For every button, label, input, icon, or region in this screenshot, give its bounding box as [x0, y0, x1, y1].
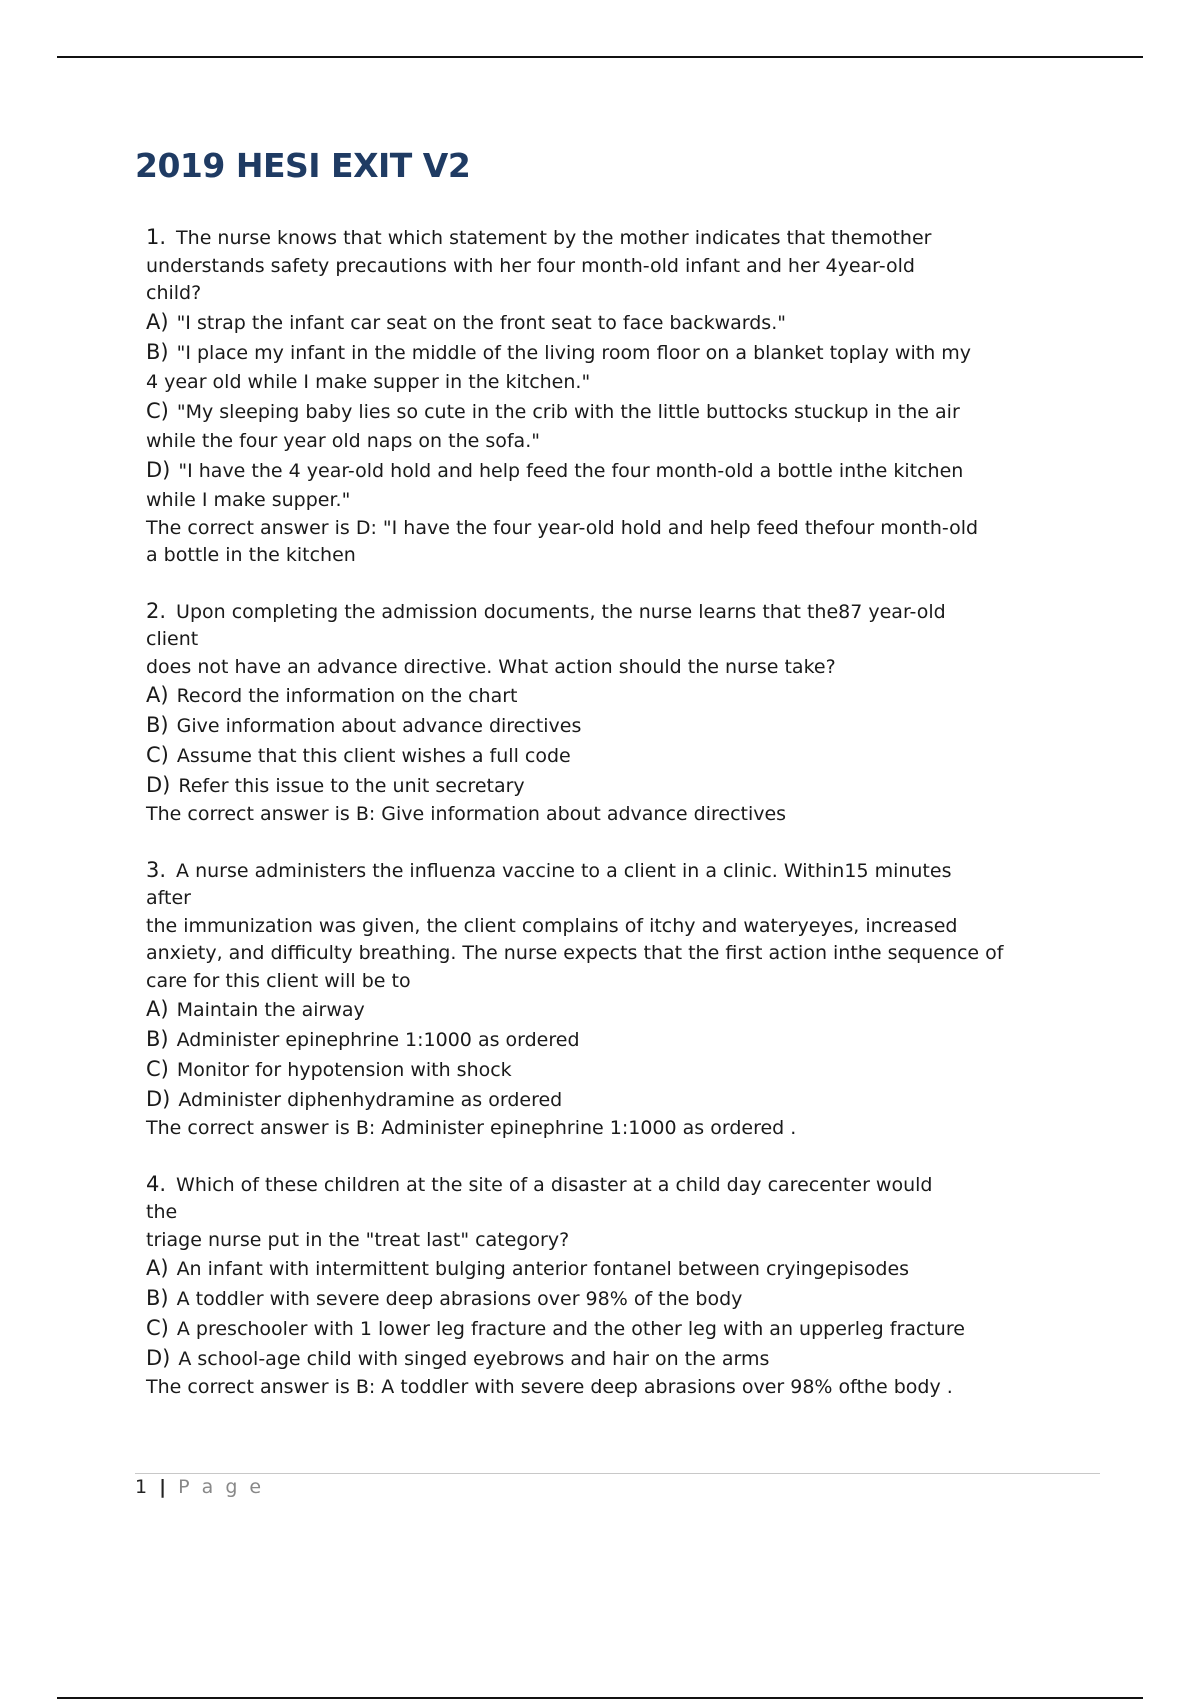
option-letter: C) — [146, 1057, 169, 1081]
answer-option — [146, 1085, 1086, 1115]
page-footer — [135, 1476, 264, 1498]
option-text: Monitor for hypotension with shock — [176, 1059, 512, 1081]
option-letter: D) — [146, 773, 171, 797]
option-letter: C) — [146, 1316, 169, 1340]
question-1 — [146, 224, 1086, 570]
answer-option — [146, 741, 1086, 771]
question-stem-text: care for this client will be to — [146, 969, 411, 992]
answer-option — [146, 1055, 1086, 1085]
question-number: 4. — [146, 1171, 167, 1196]
page-number: 1 — [135, 1476, 148, 1498]
option-text: Give information about advance directives — [176, 715, 582, 737]
option-text: 4 year old while I make supper in the kitchen." — [146, 370, 591, 393]
question-stem-text: A nurse administers the influenza vaccine to a client in a clinic. Within15 minutes — [176, 859, 952, 882]
question-stem-line — [146, 968, 1086, 996]
answer-option — [146, 456, 1086, 486]
answer-option — [146, 1344, 1086, 1374]
question-stem-text: The nurse knows that which statement by the mother indicates that themother — [176, 227, 932, 249]
question-stem-text: triage nurse put in the "treat last" category? — [146, 1228, 570, 1251]
correct-answer: The correct answer is B: Administer epinephrine 1:1000 as ordered . — [146, 1117, 797, 1139]
question-stem-line — [146, 1227, 1086, 1255]
option-text: A toddler with severe deep abrasions over 98% of the body — [176, 1288, 743, 1310]
option-text: "I place my infant in the middle of the living room floor on a blanket toplay with my — [176, 341, 972, 364]
question-stem-line — [146, 1199, 1086, 1227]
answer-option — [146, 427, 1086, 456]
answer-option — [146, 308, 1086, 338]
option-letter: D) — [146, 1087, 171, 1111]
question-stem-line — [146, 253, 1086, 281]
question-stem-text: does not have an advance directive. What action should the nurse take? — [146, 655, 836, 678]
option-text: "My sleeping baby lies so cute in the crib with the little buttocks stuckup in the air — [176, 400, 960, 423]
option-text: Record the information on the chart — [176, 685, 518, 707]
answer-option — [146, 1025, 1086, 1055]
answer-option — [146, 681, 1086, 711]
question-stem-line — [146, 654, 1086, 682]
answer-option — [146, 711, 1086, 741]
question-stem-line — [146, 940, 1086, 968]
correct-answer: The correct answer is B: Give information about advance directives — [146, 803, 787, 825]
option-text: "I strap the infant car seat on the front seat to face backwards." — [176, 311, 786, 334]
answer-option — [146, 1284, 1086, 1314]
answer-option — [146, 1314, 1086, 1344]
correct-answer: a bottle in the kitchen — [146, 544, 356, 566]
option-text: Administer epinephrine 1:1000 as ordered — [176, 1029, 580, 1051]
question-stem-line — [146, 1171, 1086, 1200]
option-letter: C) — [146, 398, 169, 423]
question-3 — [146, 857, 1086, 1143]
answer-option — [146, 338, 1086, 368]
option-letter: C) — [146, 743, 169, 767]
document-title: 2019 HESI EXIT V2 — [135, 146, 471, 185]
option-text: while the four year old naps on the sofa." — [146, 429, 540, 452]
page-label: P a g e — [178, 1476, 265, 1498]
option-text: A school-age child with singed eyebrows and hair on the arms — [178, 1348, 770, 1370]
correct-answer: The correct answer is D: "I have the four year-old hold and help feed thefour month-old — [146, 516, 979, 539]
question-stem-text: the immunization was given, the client complains of itchy and wateryeyes, increased — [146, 914, 958, 937]
question-stem-text: child? — [146, 282, 202, 304]
question-number: 1. — [146, 225, 167, 249]
option-letter: A) — [146, 997, 169, 1021]
option-text: A preschooler with 1 lower leg fracture and the other leg with an upperleg fracture — [176, 1318, 965, 1340]
option-letter: B) — [146, 339, 169, 364]
option-letter: D) — [146, 457, 171, 482]
option-text: Maintain the airway — [176, 999, 365, 1021]
option-text: Assume that this client wishes a full code — [176, 745, 571, 767]
header-rule — [57, 56, 1143, 58]
option-text: An infant with intermittent bulging anterior fontanel between cryingepisodes — [176, 1258, 910, 1280]
answer-option — [146, 397, 1086, 427]
question-stem-line — [146, 857, 1086, 886]
option-text: Administer diphenhydramine as ordered — [178, 1089, 563, 1111]
question-stem-text: Which of these children at the site of a disaster at a child day carecenter would — [176, 1173, 933, 1196]
footer-rule — [135, 1473, 1100, 1474]
question-4 — [146, 1171, 1086, 1402]
footer-bottom-rule — [57, 1697, 1143, 1699]
question-stem-text: understands safety precautions with her four month-old infant and her 4year-old — [146, 254, 915, 277]
question-stem-text: anxiety, and difficulty breathing. The nurse expects that the first action inthe sequence of — [146, 942, 1004, 964]
option-letter: D) — [146, 1346, 171, 1370]
question-2 — [146, 598, 1086, 829]
answer-option — [146, 486, 1086, 515]
option-letter: A) — [146, 1256, 169, 1280]
answer-option — [146, 771, 1086, 801]
option-letter: A) — [146, 309, 169, 334]
correct-answer: The correct answer is B: A toddler with severe deep abrasions over 98% ofthe body . — [146, 1376, 953, 1398]
question-stem-line — [146, 885, 1086, 913]
option-letter: A) — [146, 683, 169, 707]
option-text: while I make supper." — [146, 488, 351, 511]
option-letter: B) — [146, 713, 169, 737]
question-stem-line — [146, 224, 1086, 253]
question-number: 2. — [146, 598, 167, 623]
question-stem-text: client — [146, 628, 199, 650]
question-stem-text: the — [146, 1201, 178, 1223]
option-text: Refer this issue to the unit secretary — [178, 775, 525, 797]
option-letter: B) — [146, 1027, 169, 1051]
question-number: 3. — [146, 857, 167, 882]
question-stem-line — [146, 913, 1086, 941]
footer-separator: | — [159, 1476, 167, 1498]
answer-option — [146, 995, 1086, 1025]
question-stem-text: after — [146, 887, 191, 909]
option-text: "I have the 4 year-old hold and help feed the four month-old a bottle inthe kitchen — [178, 459, 964, 482]
answer-option — [146, 368, 1086, 397]
answer-option — [146, 1254, 1086, 1284]
question-list — [146, 224, 1086, 1430]
option-letter: B) — [146, 1286, 169, 1310]
question-stem-line — [146, 598, 1086, 627]
question-stem-text: Upon completing the admission documents, the nurse learns that the87 year-old — [176, 600, 946, 623]
question-stem-line — [146, 280, 1086, 308]
question-stem-line — [146, 626, 1086, 654]
